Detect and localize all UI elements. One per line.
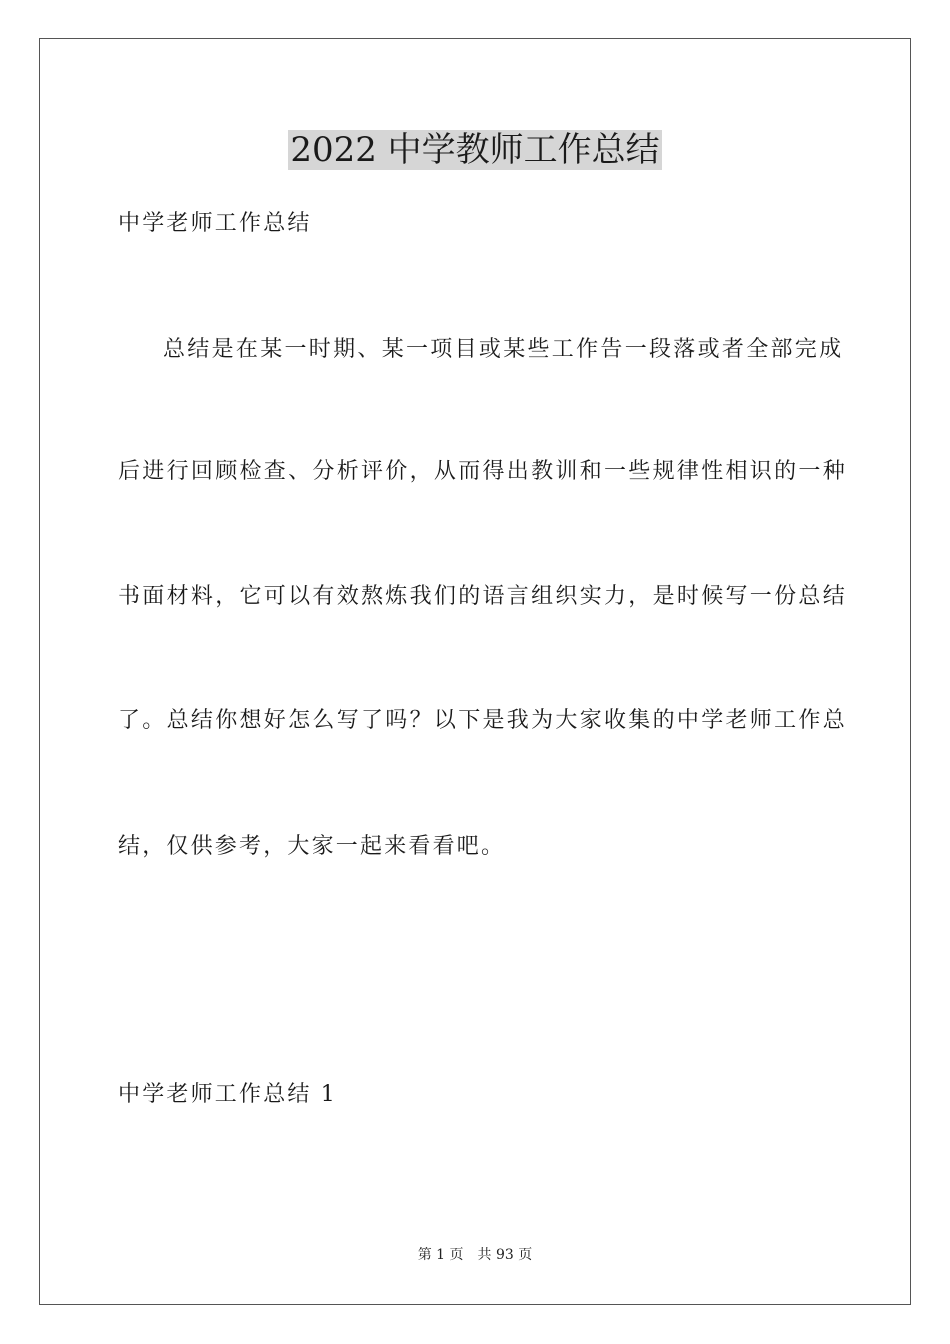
total-page-count: 共 93 页 [477, 1247, 533, 1263]
paragraph-line: 总结是在某一时期、某一项目或某些工作告一段落或者全部完成 [163, 337, 844, 362]
section-heading: 中学老师工作总结 [118, 211, 312, 236]
section-heading-1: 中学老师工作总结 1 [118, 1082, 337, 1107]
current-page-number: 第 1 页 [417, 1247, 464, 1263]
document-title-text: 2022 中学教师工作总结 [290, 130, 660, 170]
paragraph-line: 后进行回顾检查、分析评价，从而得出教训和一些规律性相识的一种 [118, 459, 848, 484]
page-footer [0, 1245, 950, 1265]
document-title [0, 128, 950, 172]
paragraph-line: 了。总结你想好怎么写了吗？以下是我为大家收集的中学老师工作总 [118, 708, 848, 733]
paragraph-line: 结，仅供参考，大家一起来看看吧。 [118, 834, 506, 859]
paragraph-line: 书面材料，它可以有效熬炼我们的语言组织实力，是时候写一份总结 [118, 584, 848, 609]
